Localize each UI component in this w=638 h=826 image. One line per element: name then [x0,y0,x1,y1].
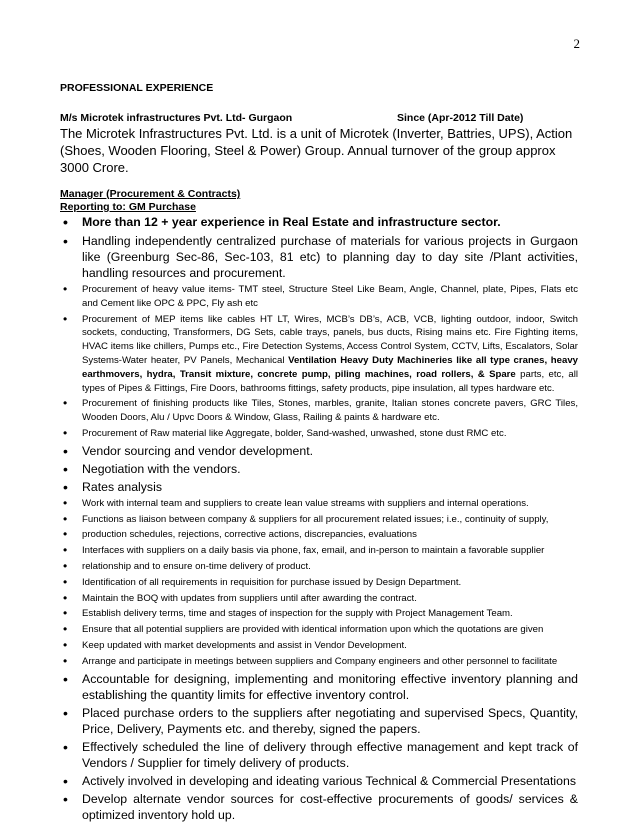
list-item: • Develop alternate vendor sources for cost-effective procurements of goods/ services & optimized inventory hold up. [60,791,578,823]
list-item: • Effectively scheduled the line of delivery through effective management and kept track of Vendors / Supplier for timely delivery of products. [60,739,578,771]
list-item-text: Procurement of MEP items like cables HT LT, Wires, MCB’s DB’s, ACB, VCB, lighting outdoor, indoor, Switch sockets, conducting, Transformers, DG Sets, cable trays, panels, bus ducts, Rising mains etc. Fire Fighting items, HVAC items like chillers, Pumps etc., Fire Detection Systems, Access Control System, CCTV, Lifts, Escalators, Solar Systems-Water heater, PV Panels, Mechanical [82,313,578,366]
list-item: • Accountable for designing, implementing and monitoring effective inventory planning and establishing the quantity limits for effective inventory control. [60,671,578,703]
list-item-text: parts, etc, all types of Pipes & Fittings, Fire Doors, bathrooms fittings, safety products, pipe insulation, all types hardware etc. [82,368,578,394]
list-item: • Handling independently centralized purchase of materials for various projects in Gurgaon like (Greenburg Sec-86, Sec-103, 81 etc) to planning day to day site /Plant activities, handling resources and procurement. [60,233,578,281]
list-item: • Procurement of finishing products like Tiles, Stones, marbles, granite, Italian stones concrete pavers, GRC Tiles, Wooden Doors, Alu / Upvc Doors & Window, Glass, Railing & paints & hardware etc. [60,397,578,425]
document-body [60,82,578,825]
company-name: M/s Microtek infrastructures Pvt. Ltd- Gurgaon [60,112,293,124]
list-item-highlight: Ventilation Heavy Duty Machineries like all type cranes, heavy earthmovers, hydra, Transit mixture, concrete pump, piling machines, road rollers, & Spare [82,354,578,380]
list-item: • Establish delivery terms, time and stages of inspection for the supply with Project Management Team. [60,607,578,621]
list-item [60,313,578,396]
list-item: • Identification of all requirements in requisition for purchase issued by Design Department. [60,576,578,590]
list-item: • Actively involved in developing and ideating various Technical & Commercial Presentations [60,773,578,789]
page-number: 2 [573,36,580,51]
job-role: Manager (Procurement & Contracts) [60,188,241,200]
responsibilities-list [60,214,578,823]
list-item: • Work with internal team and suppliers to create lean value streams with suppliers and internal operations. [60,497,578,511]
list-item: • Vendor sourcing and vendor development. [60,443,578,459]
list-item: • Arrange and participate in meetings between suppliers and Company engineers and other personnel to facilitate [60,655,578,669]
company-header [60,111,578,125]
list-item: • Keep updated with market developments and assist in Vendor Development. [60,639,578,653]
list-item: • Procurement of Raw material like Aggregate, bolder, Sand-washed, unwashed, stone dust RMC etc. [60,427,578,441]
list-item: • Maintain the BOQ with updates from suppliers until after awarding the contract. [60,592,578,606]
employment-period: Since (Apr-2012 Till Date) [397,112,524,124]
company-description: The Microtek Infrastructures Pvt. Ltd. is a unit of Microtek (Inverter, Battries, UPS), Action (Shoes, Wooden Flooring, Steel & Power) Group. Annual turnover of the group approx 3000 Crore. [60,126,573,175]
list-item: • Placed purchase orders to the suppliers after negotiating and supervised Specs, Quantity, Price, Delivery, Payments etc. and thereby, signed the papers. [60,705,578,737]
list-item: • Procurement of heavy value items- TMT steel, Structure Steel Like Beam, Angle, Channel, plate, Pipes, Flats etc and Cement like OPC & PPC, Fly ash etc [60,283,578,311]
list-item: • relationship and to ensure on-time delivery of product. [60,560,578,574]
section-title: PROFESSIONAL EXPERIENCE [60,82,214,94]
list-item: • Rates analysis [60,479,578,495]
list-item: • Ensure that all potential suppliers are provided with identical information upon which the quotations are given [60,623,578,637]
list-item: • Negotiation with the vendors. [60,461,578,477]
list-item: • production schedules, rejections, corrective actions, discrepancies, evaluations [60,528,578,542]
list-item: • More than 12 + year experience in Real Estate and infrastructure sector. [60,214,578,231]
list-item: • Functions as liaison between company & suppliers for all procurement related issues; i.e., continuity of supply, [60,513,578,527]
list-item: • Interfaces with suppliers on a daily basis via phone, fax, email, and in-person to maintain a favorable supplier [60,544,578,558]
reporting-to: Reporting to: GM Purchase [60,201,196,213]
